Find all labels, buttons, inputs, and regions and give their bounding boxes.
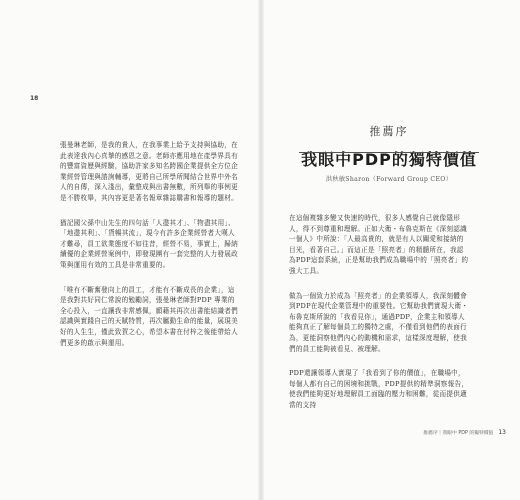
chapter-heading [274,123,504,183]
running-footer [423,429,506,436]
right-page [264,0,520,500]
right-page-body [289,213,469,425]
left-paragraph-2: 猶記國父孫中山先生的四句話「人盡其才」、「物盡其用」、「地盡其利」、「貨暢其流」，現今有許多企業經營者大嘆人才難尋，員工欲業態度不如往昔，經營不易，事實上，歸納續優的企業經營案例中，即發現團有一套完整的人力發展政策與運用有效的工具是非常重要的。 [60,218,238,269]
left-page-body [60,140,240,362]
right-page-number: 13 [498,429,506,436]
main-title: 我眼中PDP的獨特價值 [301,150,477,169]
left-paragraph-1: 張曼琳老師，是我的貴人，在我事業上給予支持與協助，在此表達我內心真摯的感恩之意。老師亦應用地在產學界具有的豐富資歷與經驗，協助許家多知名跨國企業提供全方位企業經營管理與諮詢輔導，更將自己所學所聞結合世界中外名人的自傳，深入淺出，彙整成與出書無數，所列舉的事例更是不勝枚舉，其內容更是著名報章雜誌購書和報導的題材。 [60,141,238,202]
right-paragraph-1: 在這個複雜多變又快速的時代，很多人感覺自己就像隱形人，得不到尊重和理解。正如大衛・布魯克斯在《深刻認識一個人》中所說：「人最高貴的，就是有人以關愛和接納的目光，看著自己。」而這正是「照亮者」的精髓所在，我認為PDP這套系統，正是幫助我們成為職場中的「照亮者」的強大工具。 [289,214,469,275]
author-line: 洪秋敏Sharon（Forward Group CEO） [325,176,453,183]
footer-text: 推薦序｜我眼中 PDP 的獨特價值 [423,431,494,436]
right-paragraph-2: 做為一個致力於成為「照亮者」的企業領導人，我深刻體會到PDP在現代企業管理中的重要性。它幫助我們實現大衛・布魯克斯所說的「我看見你」，通過PDP，企業主和領導人能夠真正了解每個員工的獨特之處，不僅看到他們的表面行為，更能洞察他們內心的動機和需求，這樣深度理解，使我們的員工能夠被看見、被理解。 [289,291,469,353]
left-page-number: 18 [30,95,39,102]
left-page [0,0,258,500]
section-title: 推薦序 [369,125,409,138]
title-divider [299,152,479,153]
left-paragraph-3: 「唯有不斷奮發向上的員工，才能有不斷成長的企業」，這是我對共好同仁常說的勉勵詞，張曼琳老師對PDP 專業的全心投入，一直讓我非常感佩，願藉其再次出書能結識者們認識與實踐自己的天賦特質，再次屬動生命的能量，展現美好的人生生，僅此致賀之心，希望本書在付梓之後能帶給人們更多的啟示與運用。 [60,285,238,347]
right-paragraph-3: PDP還讓領導人實現了「我看到了你的價值」，在職場中，每個人都有自己的困境和挑戰，PDP提供的精準洞察報告，使我們能夠更好地理解員工面臨的壓力和困難，從而提供適當的支持 [289,369,469,409]
